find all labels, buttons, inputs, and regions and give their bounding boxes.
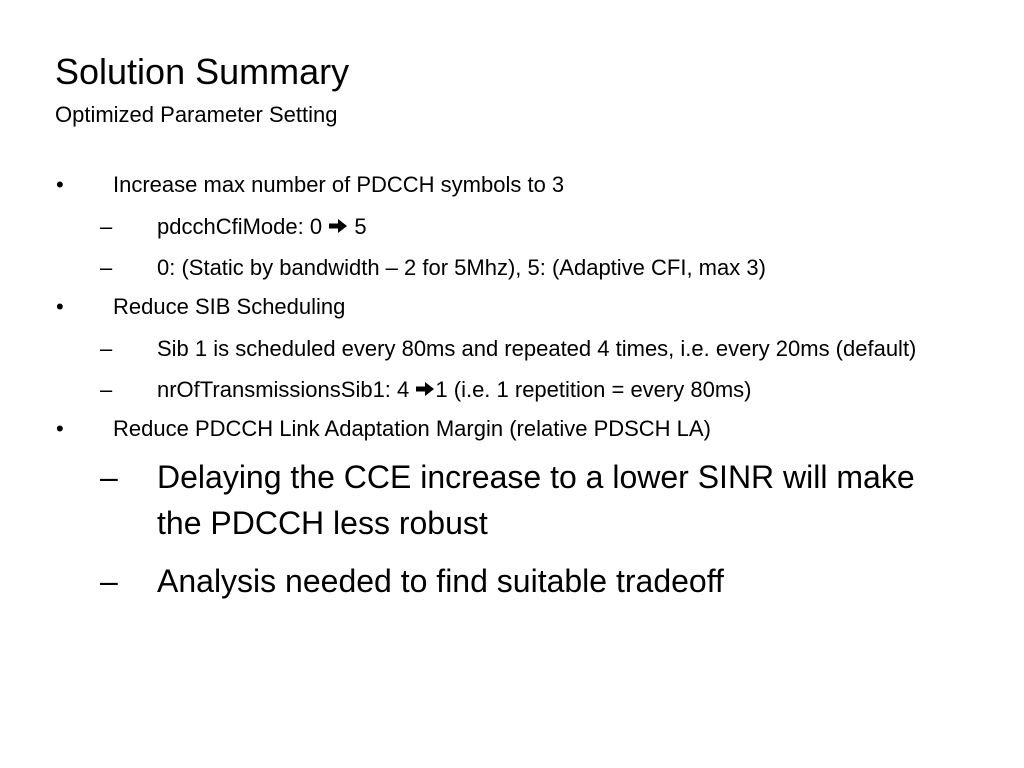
list-item — [0, 373, 1024, 406]
bullet-text: Sib 1 is scheduled every 80ms and repeated 4 times, i.e. every 20ms (default) — [157, 336, 917, 361]
list-item — [0, 414, 1024, 444]
bullet-text: Analysis needed to find suitable tradeoff — [157, 563, 724, 599]
list-item — [0, 251, 1024, 284]
bullet-text — [157, 210, 964, 243]
bullet-marker: • — [56, 416, 64, 441]
text-before-arrow: nrOfTransmissionsSib1: 4 — [157, 377, 416, 402]
text-after-arrow: 1 (i.e. 1 repetition = every 80ms) — [435, 377, 752, 402]
right-arrow-icon — [415, 381, 435, 397]
slide-title: Solution Summary — [55, 51, 350, 92]
text-after-arrow: 5 — [348, 214, 367, 239]
slide-subtitle: Optimized Parameter Setting — [55, 102, 338, 127]
bullet-text — [157, 373, 964, 406]
list-item — [0, 210, 1024, 243]
list-item — [0, 558, 1024, 604]
list-item — [0, 292, 1024, 322]
bullet-text: Reduce SIB Scheduling — [113, 294, 346, 319]
bullet-text: Increase max number of PDCCH symbols to 3 — [113, 172, 565, 197]
right-arrow-icon — [328, 218, 348, 234]
dash-marker: – — [100, 214, 113, 239]
bullet-text: 0: (Static by bandwidth – 2 for 5Mhz), 5: (Adaptive CFI, max 3) — [157, 255, 766, 280]
list-item — [0, 454, 1024, 546]
dash-marker: – — [100, 255, 113, 280]
bullet-marker: • — [56, 294, 64, 319]
bullet-marker: • — [56, 172, 64, 197]
dash-marker: – — [100, 377, 113, 402]
dash-marker: – — [100, 336, 113, 361]
dash-marker: – — [100, 563, 118, 599]
list-item — [0, 170, 1024, 200]
list-item — [0, 332, 1024, 365]
bullet-list — [0, 170, 1024, 616]
bullet-text: Reduce PDCCH Link Adaptation Margin (relative PDSCH LA) — [113, 416, 711, 441]
dash-marker: – — [100, 459, 118, 495]
text-before-arrow: pdcchCfiMode: 0 — [157, 214, 329, 239]
bullet-text: Delaying the CCE increase to a lower SINR will make the PDCCH less robust — [157, 459, 915, 541]
